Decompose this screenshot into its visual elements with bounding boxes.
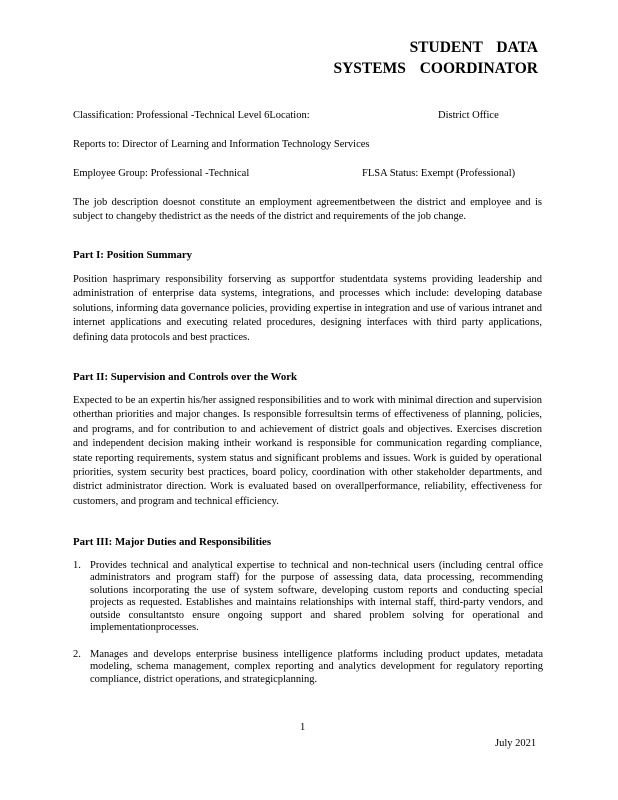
flsa-status-text: FLSA Status: Exempt (Professional) (362, 168, 516, 179)
reports-to-text: Reports to: Director of Learning and Information Technology Services (73, 139, 370, 150)
part3-heading: Part III: Major Duties and Responsibilities (73, 536, 272, 548)
duty-item-1 (73, 560, 543, 634)
location-label: Location: (269, 110, 310, 121)
part1-body: Position hasprimary responsibility forserving as supportfor studentdata systems providing leadership and administration of enterprise data systems, integrations, and processes which include: developing database solutions, informing data governance policies, providing expertise in integration and use of various intranet and internet applications and executing related procedures, designing interfaces with third party applications, defining data protocols and best practices. (73, 274, 542, 343)
duty-item-text: Manages and develops enterprise business intelligence platforms including product updates, metadata modeling, schema management, complex reporting and analytics development for regulatory reporting compliance, district operations, and strategicplanning. (90, 649, 543, 685)
part1-heading: Part I: Position Summary (73, 249, 193, 261)
page-number: 1 (300, 722, 306, 733)
location-value: District Office (438, 110, 499, 121)
employee-group-text: Employee Group: Professional -Technical (73, 168, 250, 179)
document-title (333, 37, 538, 79)
revision-date: July 2021 (495, 738, 537, 749)
title-line-2: SYSTEMS COORDINATOR (333, 60, 538, 77)
duty-item-text: Provides technical and analytical expertise to technical and non-technical users (including central office administrators and program staff) for the purpose of assessing data, data processing, recommending solutions incorporating the use of system software, developing custom reports and conducting special projects as requested. Establishes and maintains relationships with internal staff, third-party vendors, and outside consultantsto ensure ongoing support and shared problem solving for operational and implementationprocesses. (90, 560, 543, 634)
part2-body: Expected to be an expertin his/her assigned responsibilities and to work with minimal direction and supervision otherthan priorities and major changes. Is responsible forresultsin terms of effectiveness of planning, policies, and programs, and for contribution to and achievement of district goals and objectives. Exercises discretion and independent decision making intheir workand is responsible for communication regarding compliance, state reporting requirements, system status and significant problems and issues. Work is guided by operational priorities, system security best practices, board policy, coordination with other stakeholder departments, and district administrator direction. Work is evaluated based on overallperformance, reliability, effectiveness for customers, and program and technical efficiency. (73, 395, 542, 507)
disclaimer-paragraph: The job description doesnot constitute an employment agreementbetween the district and employee and is subject to changeby thedistrict as the needs of the district and requirements of the job change. (73, 197, 542, 223)
duty-item-number: 1. (73, 560, 81, 571)
duty-item-2 (73, 649, 543, 686)
duty-item-number: 2. (73, 649, 81, 660)
classification-row (73, 110, 310, 121)
part2-heading: Part II: Supervision and Controls over the Work (73, 371, 298, 383)
classification-text: Classification: Professional -Technical Level 6 (73, 110, 270, 121)
title-line-1: STUDENT DATA (409, 39, 538, 56)
